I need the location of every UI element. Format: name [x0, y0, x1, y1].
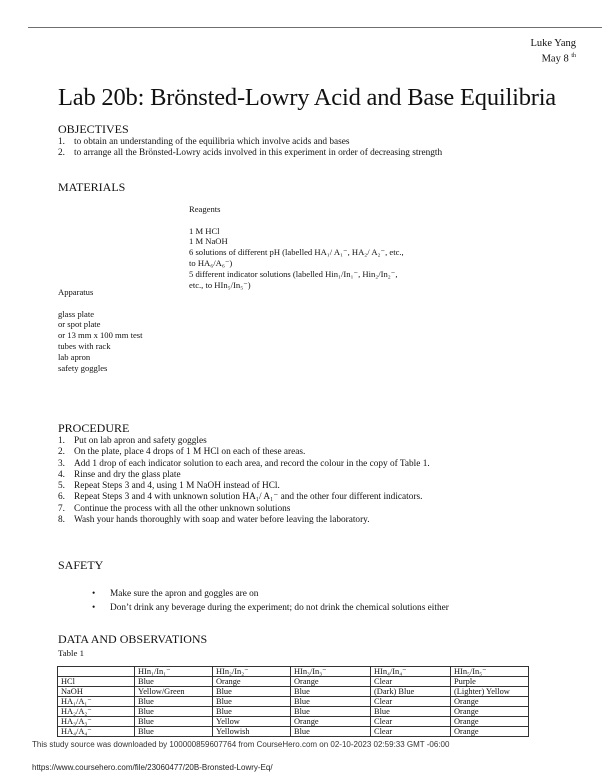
table-cell: Blue [135, 727, 213, 737]
table-row [58, 677, 529, 687]
table-row [58, 707, 529, 717]
table-cell: NaOH [58, 687, 135, 697]
table-row [58, 697, 529, 707]
table-cell: HA₄/A₄⁻ [58, 727, 135, 737]
table-row [58, 717, 529, 727]
header-rule [28, 27, 602, 28]
data-heading: DATA AND OBSERVATIONS [58, 632, 208, 646]
procedure-list [58, 436, 430, 526]
bullet-icon: • [92, 589, 96, 599]
list-item: 5 different indicator solutions (labelled Hin₁/In₁⁻, Hin₂/In₂⁻, [189, 268, 398, 279]
objectives-list [58, 137, 442, 160]
list-item: glass plate [58, 308, 95, 319]
observations-table [57, 666, 529, 737]
table-header-cell: HIn₄/In₄⁻ [371, 667, 451, 677]
source-watermark: This study source was downloaded by 100000859607764 from CourseHero.com on 02-10-2023 02:59:33 GMT -06:00 [32, 740, 450, 749]
author-name: Luke Yang [530, 38, 576, 49]
table-cell: Blue [213, 707, 291, 717]
table-cell: Orange [291, 717, 371, 727]
table-cell: Yellow/Green [135, 687, 213, 697]
list-item: 6. Repeat Steps 3 and 4 with unknown solution HA₁/ A₁⁻ and the other four different indicators. [58, 492, 423, 503]
list-item: 6 solutions of different pH (labelled HA₁/ A₁⁻, HA₂/ A₂⁻, etc., [189, 247, 404, 258]
table-cell: Clear [371, 727, 451, 737]
table-header-cell: HIn₁/In₁⁻ [135, 667, 213, 677]
list-item: to HA₆/A₆⁻) [189, 257, 233, 268]
table-cell: Blue [371, 707, 451, 717]
table-cell: Orange [291, 677, 371, 687]
table-cell: Blue [291, 727, 371, 737]
table-cell: Purple [451, 677, 529, 687]
table-header-cell: HIn₅/In₅⁻ [451, 667, 529, 677]
table-cell: Blue [213, 697, 291, 707]
list-item: 4. Rinse and dry the glass plate [58, 469, 181, 480]
reagents-label: Reagents [189, 204, 221, 214]
page-title: Lab 20b: Brönsted-Lowry Acid and Base Equilibria [58, 84, 556, 111]
safety-heading: SAFETY [58, 558, 104, 572]
table-cell: HA₃/A₃⁻ [58, 717, 135, 727]
list-item: 1. to obtain an understanding of the equilibria which involve acids and bases [58, 137, 350, 147]
table-header-cell [58, 667, 135, 677]
author-block [530, 38, 576, 66]
list-item: tubes with rack [58, 340, 111, 351]
list-item: 2. to arrange all the Brönsted-Lowry acids involved in this experiment in order of decreasing strength [58, 148, 443, 159]
table-cell: Blue [291, 687, 371, 697]
apparatus-label: Apparatus [58, 287, 94, 297]
list-item: or spot plate [58, 319, 101, 330]
table-cell: HA₁/A₁⁻ [58, 697, 135, 707]
table-cell: Blue [213, 687, 291, 697]
table-cell: Clear [371, 717, 451, 727]
table-cell: Orange [451, 707, 529, 717]
list-item: etc., to HIn₅/In₅⁻) [189, 279, 251, 290]
table-row [58, 727, 529, 737]
table-cell: Yellowish [213, 727, 291, 737]
objectives-heading: OBJECTIVES [58, 122, 129, 136]
list-item: 1 M HCl [189, 225, 220, 236]
table-cell: Yellow [213, 717, 291, 727]
table-header-cell: HIn₂/In₂⁻ [213, 667, 291, 677]
list-item: lab apron [58, 351, 91, 362]
list-item: 1 M NaOH [189, 236, 228, 247]
table-cell: Orange [451, 717, 529, 727]
table-cell: Blue [291, 697, 371, 707]
table-cell: Blue [135, 677, 213, 687]
apparatus-block [58, 287, 143, 373]
table-caption: Table 1 [58, 648, 85, 658]
table-cell: Orange [451, 727, 529, 737]
table-header-row [58, 667, 529, 677]
list-item: 5. Repeat Steps 3 and 4, using 1 M NaOH instead of HCl. [58, 481, 280, 492]
procedure-heading: PROCEDURE [58, 421, 130, 435]
date: May 8 $^{th}$ [541, 53, 576, 65]
list-item: • Make sure the apron and goggles are on [92, 589, 259, 599]
bullet-icon: • [92, 603, 96, 613]
list-item: 7. Continue the process with all the other unknown solutions [58, 503, 291, 514]
table-cell: Blue [135, 707, 213, 717]
footer-url[interactable]: https://www.coursehero.com/file/23060477/20B-Bronsted-Lowry-Eq/ [32, 763, 273, 772]
list-item: 2. On the plate, place 4 drops of 1 M HCl on each of these areas. [58, 447, 306, 458]
table-row [58, 687, 529, 697]
list-item: • Don’t drink any beverage during the experiment; do not drink the chemical solutions either [92, 603, 449, 613]
table-header-cell: HIn₃/In₃⁻ [291, 667, 371, 677]
table-cell: Orange [451, 697, 529, 707]
list-item: 3. Add 1 drop of each indicator solution to each area, and record the colour in the copy of Table 1. [58, 458, 430, 469]
table-cell: Blue [135, 717, 213, 727]
safety-list [92, 587, 449, 615]
table-cell: Blue [291, 707, 371, 717]
table-cell: (Dark) Blue [371, 687, 451, 697]
table-cell: HA₂/A₂⁻ [58, 707, 135, 717]
table-cell: HCl [58, 677, 135, 687]
reagents-block [189, 204, 404, 290]
materials-heading: MATERIALS [58, 180, 126, 194]
list-item: or 13 mm x 100 mm test [58, 330, 143, 341]
list-item: 8. Wash your hands thoroughly with soap and water before leaving the laboratory. [58, 515, 370, 526]
table-cell: (Lighter) Yellow [451, 687, 529, 697]
table-cell: Clear [371, 677, 451, 687]
table-cell: Clear [371, 697, 451, 707]
list-item: 1. Put on lab apron and safety goggles [58, 436, 207, 446]
table-cell: Blue [135, 697, 213, 707]
table-cell: Orange [213, 677, 291, 687]
list-item: safety goggles [58, 362, 108, 373]
